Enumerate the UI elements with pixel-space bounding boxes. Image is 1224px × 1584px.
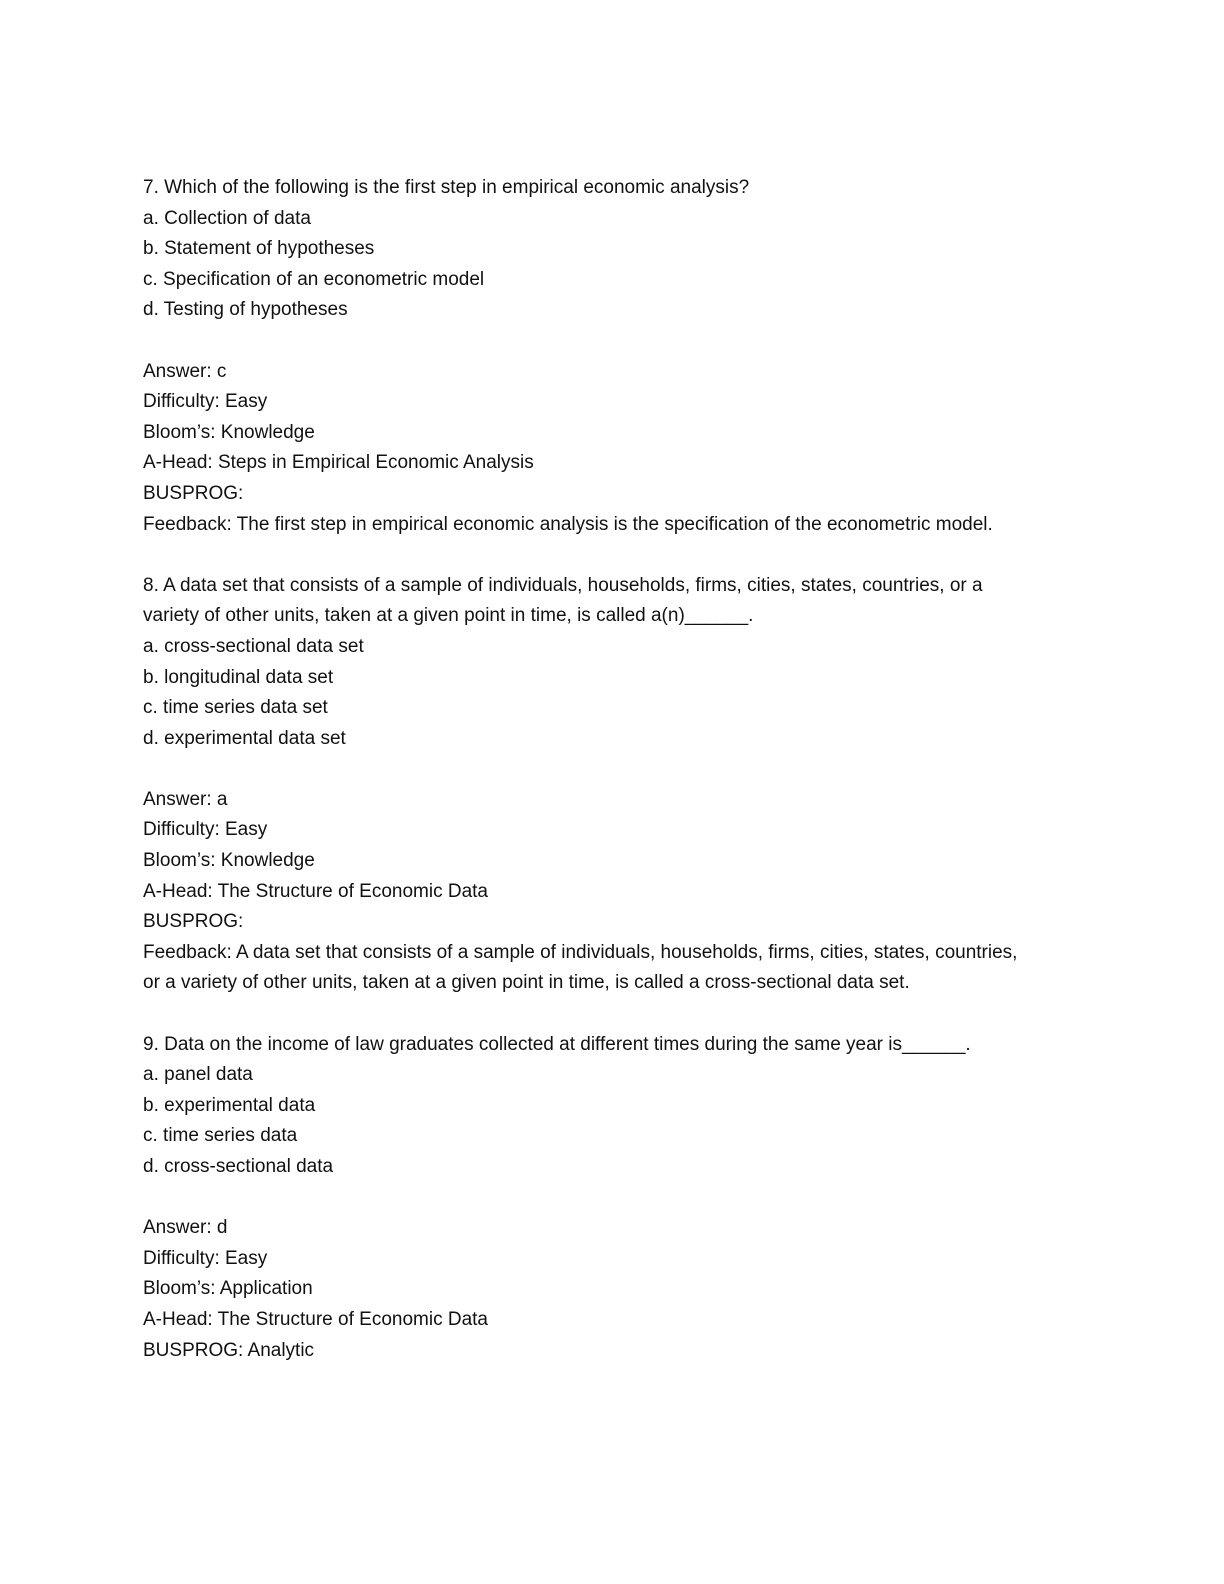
answer-option-d: d. experimental data set <box>143 727 346 749</box>
answer-option-a: a. Collection of data <box>143 207 311 229</box>
question-block-9 <box>143 1030 1063 1367</box>
spacer <box>143 540 1063 571</box>
spacer <box>143 1183 1063 1214</box>
a-head-label: A-Head: Steps in Empirical Economic Analysis <box>143 452 534 474</box>
answer-option-d: d. cross-sectional data <box>143 1156 334 1177</box>
answer-option-b: b. longitudinal data set <box>143 666 334 688</box>
a-head-label: A-Head: The Structure of Economic Data <box>143 1308 488 1330</box>
answer-option-a: a. panel data <box>143 1064 253 1086</box>
spacer <box>143 999 1063 1030</box>
question-stem: 7. Which of the following is the first step in empirical economic analysis? <box>143 177 750 198</box>
difficulty-label: Difficulty: Easy <box>143 819 268 841</box>
feedback-text-continued: or a variety of other units, taken at a given point in time, is called a cross-sectional data set. <box>143 972 910 994</box>
busprog-label: BUSPROG: <box>143 482 244 504</box>
answer-option-d: d. Testing of hypotheses <box>143 299 348 321</box>
answer-option-c: c. time series data <box>143 1125 298 1147</box>
answer-option-b: b. experimental data <box>143 1094 316 1116</box>
busprog-label: BUSPROG: <box>143 911 244 933</box>
answer-option-a: a. cross-sectional data set <box>143 635 364 657</box>
question-stem: 8. A data set that consists of a sample of individuals, households, firms, cities, states, countries, or a <box>143 574 983 596</box>
feedback-text: Feedback: The first step in empirical economic analysis is the specification of the econometric model. <box>143 513 993 535</box>
difficulty-label: Difficulty: Easy <box>143 391 268 413</box>
question-stem-continued: variety of other units, taken at a given point in time, is called a(n)______. <box>143 605 754 627</box>
difficulty-label: Difficulty: Easy <box>143 1247 268 1269</box>
answer-key: Answer: c <box>143 360 227 382</box>
question-block-8 <box>143 571 1063 999</box>
document-page <box>143 173 1063 1366</box>
question-block-7 <box>143 173 1063 540</box>
feedback-text: Feedback: A data set that consists of a sample of individuals, households, firms, cities, states, countries, <box>143 941 1018 963</box>
spacer <box>143 754 1063 785</box>
answer-key: Answer: d <box>143 1217 228 1239</box>
spacer <box>143 326 1063 357</box>
a-head-label: A-Head: The Structure of Economic Data <box>143 880 488 902</box>
answer-option-b: b. Statement of hypotheses <box>143 238 375 260</box>
answer-option-c: c. time series data set <box>143 697 328 719</box>
blooms-label: Bloom’s: Knowledge <box>143 421 315 443</box>
blooms-label: Bloom’s: Knowledge <box>143 850 315 872</box>
answer-option-c: c. Specification of an econometric model <box>143 268 485 290</box>
answer-key: Answer: a <box>143 788 228 810</box>
blooms-label: Bloom’s: Application <box>143 1278 313 1300</box>
question-stem: 9. Data on the income of law graduates collected at different times during the same year is______. <box>143 1033 971 1055</box>
busprog-label: BUSPROG: Analytic <box>143 1339 315 1361</box>
